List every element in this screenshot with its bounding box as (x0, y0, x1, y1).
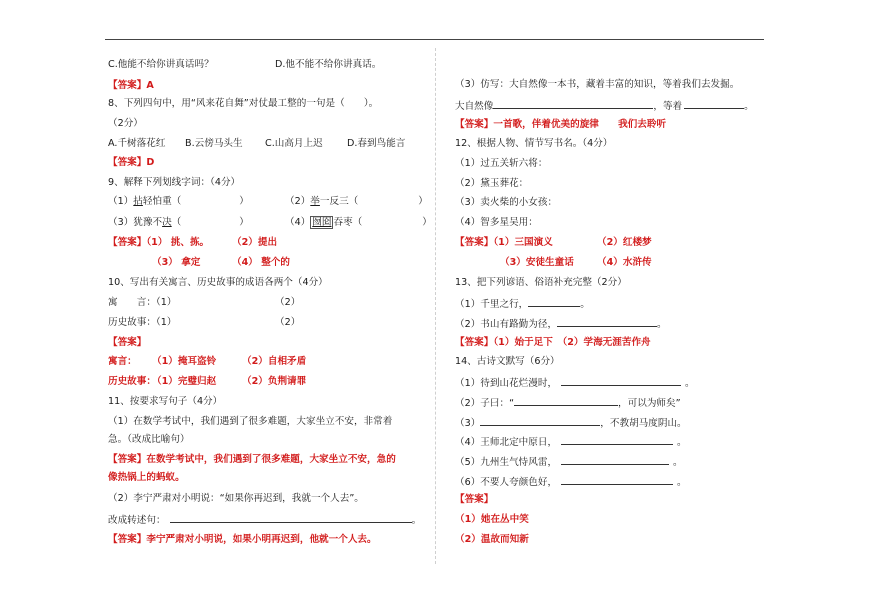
q10-answer-history-1: （1）完璧归赵 (152, 376, 217, 387)
q9-answer-4: （4） 整个的 (232, 257, 290, 268)
q9-answer-1: 【答案】（1） 挑、拣。 (108, 237, 210, 248)
q14-item-1: （1）待到山花烂漫时， 。 (455, 375, 695, 391)
q10-history-line: 历史故事：（1） (108, 317, 177, 328)
q11-1-answer-b: 像热锅上的蚂蚁。 (108, 472, 185, 483)
q10-history-2: （2） (275, 317, 301, 328)
q11-stem: 11、按要求写句子（4分） (108, 396, 223, 407)
q9-stem: 9、解释下列划线字词：（4分） (108, 177, 241, 188)
q10-answer-fable-2: （2）自相矛盾 (242, 356, 307, 367)
q13-stem: 13、把下列谚语、俗语补充完整（2分） (455, 277, 627, 288)
q12-item-2: （2）黛玉葬花： (455, 178, 529, 189)
q14-item-5: （5）九州生气恃风雷， 。 (455, 454, 683, 470)
q11-1-line-a: （1）在数学考试中，我们遇到了很多难题，大家坐立不安，非常着 (108, 416, 393, 427)
q14-item-3: （3） ，不教胡马度阴山。 (455, 415, 687, 431)
q14-answer-2: （2）温故而知新 (455, 534, 529, 545)
q10-stem: 10、写出有关寓言、历史故事的成语各两个（4分） (108, 277, 328, 288)
q12-item-1: （1）过五关斩六将： (455, 158, 548, 169)
q12-stem: 12、根据人物、情节写书名。（4分） (455, 138, 613, 149)
q12-answer-2: （2）红楼梦 (597, 237, 652, 248)
q9-answer-2: （2）提出 (232, 237, 278, 248)
q11-3-fill: 大自然像 ，等着 。 (455, 98, 754, 114)
q8-score: （2分） (108, 118, 143, 129)
q13-item-2: （2）书山有路勤为径， 。 (455, 316, 667, 332)
header-rule (105, 39, 764, 40)
q11-2-rewrite: 改成转述句： 。 (108, 512, 421, 528)
q10-answer-history-label: 历史故事： (108, 376, 156, 387)
q11-3-answer: 【答案】一首歌，伴着优美的旋律 我们去聆听 (455, 119, 667, 130)
q13-answer: 【答案】（1）始于足下 （2）学海无涯苦作舟 (455, 337, 651, 348)
q11-1-line-b: 急。（改成比喻句） (108, 434, 190, 445)
q11-1-answer-a: 【答案】在数学考试中，我们遇到了很多难题，大家坐立不安，急的 (108, 454, 396, 465)
q12-answer-3: （3）安徒生童话 (500, 257, 574, 268)
q10-answer-history-2: （2）负荆请罪 (242, 376, 307, 387)
q8-answer: 【答案】D (108, 157, 155, 168)
q11-2-answer: 【答案】李宁严肃对小明说，如果小明再迟到，他就一个人去。 (108, 534, 377, 545)
q8-option-b: B.云傍马头生 (185, 138, 243, 149)
q12-item-3: （3）卖火柴的小女孩： (455, 197, 558, 208)
q9-answer-3: （3） 拿定 (152, 257, 201, 268)
q10-fable-line: 寓 言：（1） (108, 297, 177, 308)
q14-answer-1: （1）她在丛中笑 (455, 514, 529, 525)
q7-option-c: C.他能不给你讲真话吗？ (108, 59, 214, 70)
q9-item-1: （1）拈轻怕重（ ） (108, 196, 249, 207)
q14-item-6: （6）不要人夸颜色好， 。 (455, 474, 687, 490)
q12-answer-4: （4）水浒传 (597, 257, 652, 268)
q14-item-2: （2）子曰：“ ，可以为师矣” (455, 395, 681, 411)
q11-2-line: （2）李宁严肃对小明说：“如果你再迟到，我就一个人去”。 (108, 493, 364, 504)
q10-answer: 【答案】 (108, 337, 147, 348)
q9-item-4: （4） 囫囵 吞枣（ ） (285, 217, 432, 228)
column-divider (435, 48, 436, 564)
q11-3-line: （3）仿写：大自然像一本书，藏着丰富的知识，等着我们去发掘。 (455, 79, 740, 90)
q14-answer: 【答案】 (455, 494, 494, 505)
q7-option-d: D.他不能不给你讲真话。 (275, 59, 382, 70)
q14-item-4: （4）王师北定中原日， 。 (455, 434, 687, 450)
q9-item-3: （3）犹豫不决（ ） (108, 217, 249, 228)
q10-fable-2: （2） (275, 297, 301, 308)
q12-item-4: （4）智多星吴用： (455, 217, 538, 228)
q9-item-2: （2）举一反三（ ） (285, 196, 428, 207)
q10-answer-fable-label: 寓言： (108, 356, 137, 367)
q8-option-a: A.千树落花红 (108, 138, 166, 149)
q10-answer-fable-1: （1）掩耳盗铃 (152, 356, 217, 367)
q12-answer-1: 【答案】（1）三国演义 (455, 237, 553, 248)
q8-option-c: C.山高月上迟 (265, 138, 323, 149)
q14-stem: 14、古诗文默写（6分） (455, 356, 560, 367)
q8-stem: 8、下列四句中，用“风来花自舞”对仗最工整的一句是（ ）。 (108, 98, 379, 109)
q8-option-d: D.春到鸟能言 (347, 138, 406, 149)
q13-item-1: （1）千里之行， 。 (455, 296, 590, 312)
q7-answer: 【答案】A (108, 80, 154, 91)
